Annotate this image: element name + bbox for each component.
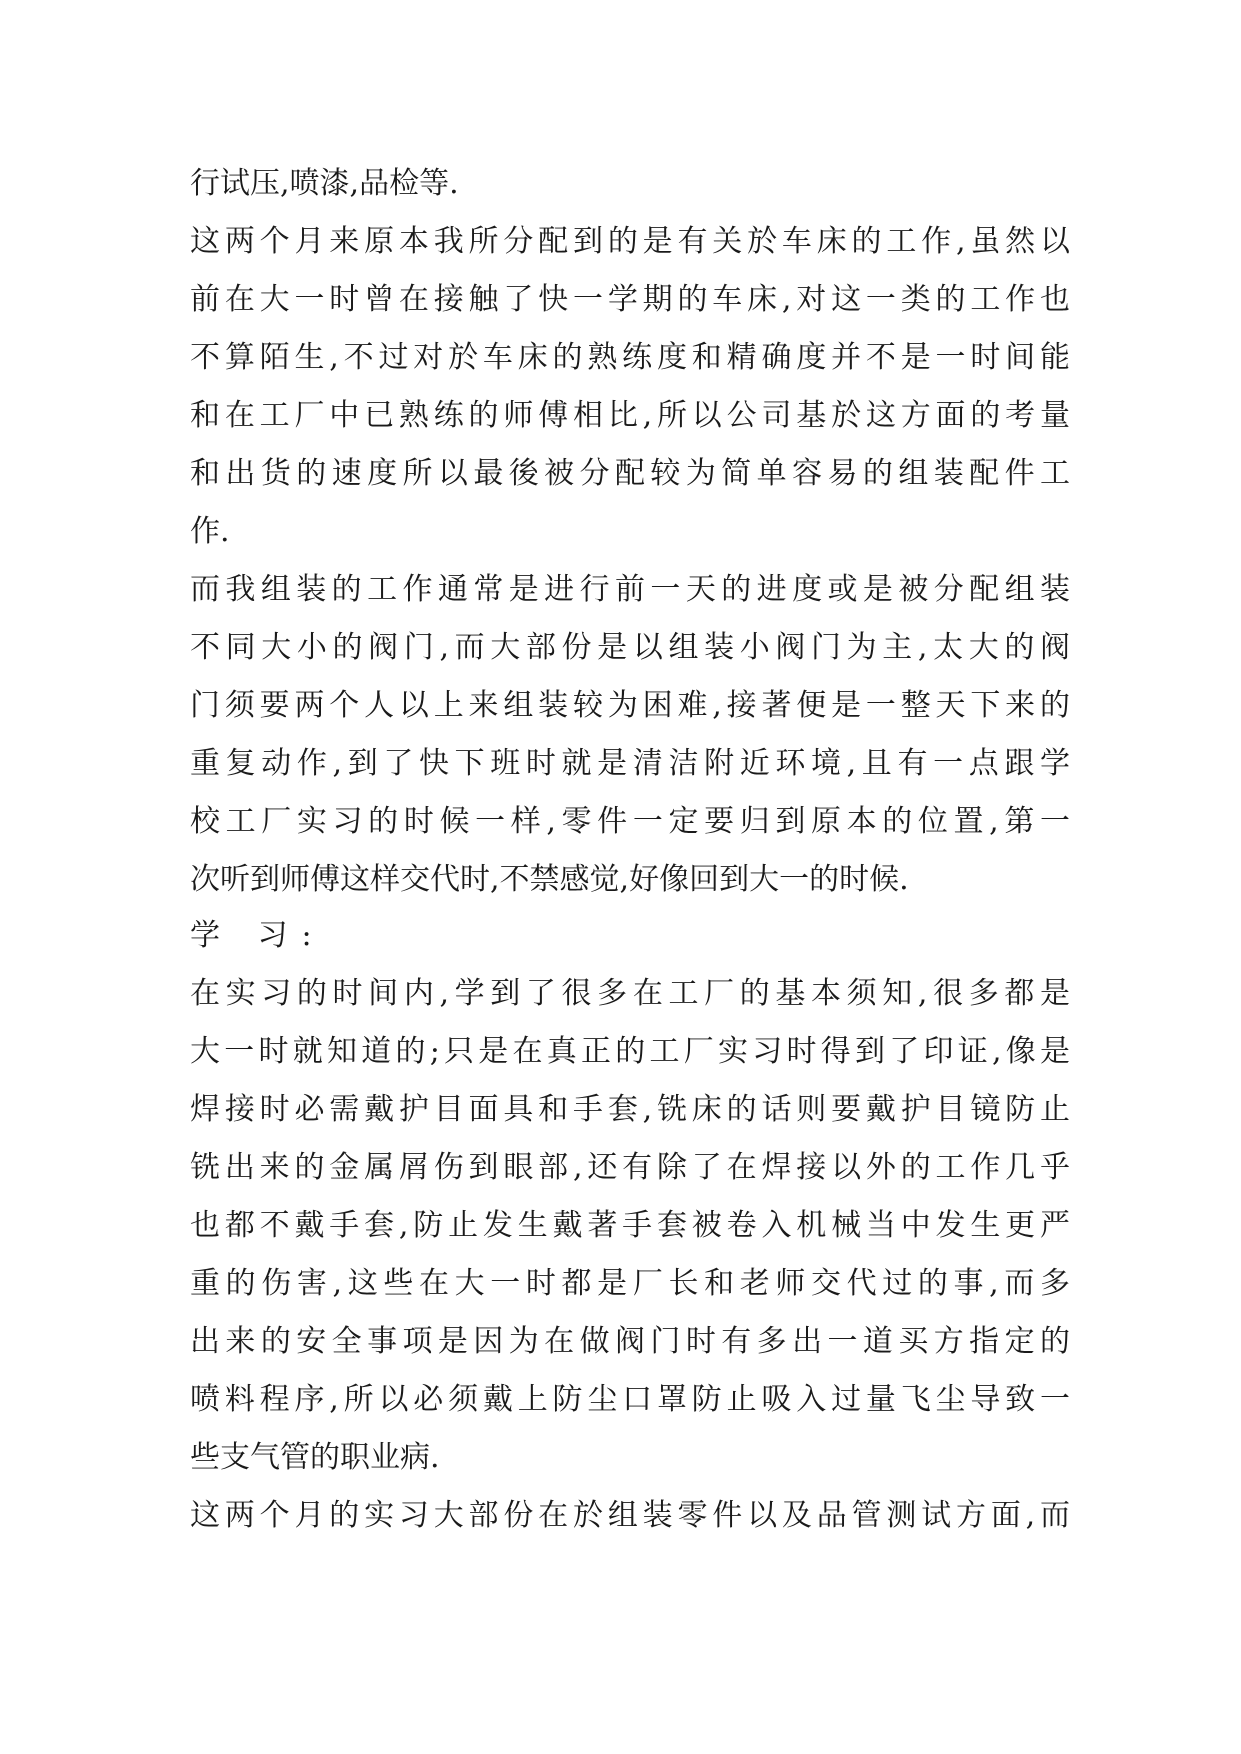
text-line: 不算陌生,不过对於车床的熟练度和精确度并不是一时间能 [190, 340, 1070, 375]
text-line: 重复动作,到了快下班时就是清洁附近环境,且有一点跟学 [190, 746, 1070, 781]
text-line: 行试压,喷漆,品检等. [190, 166, 459, 201]
text-line: 些支气管的职业病. [190, 1440, 440, 1475]
text-line: 前在大一时曾在接触了快一学期的车床,对这一类的工作也 [190, 282, 1070, 317]
text-line: 出来的安全事项是因为在做阀门时有多出一道买方指定的 [190, 1324, 1070, 1359]
text-line: 铣出来的金属屑伤到眼部,还有除了在焊接以外的工作几乎 [190, 1150, 1070, 1185]
text-line: 和在工厂中已熟练的师傅相比,所以公司基於这方面的考量 [190, 398, 1070, 433]
text-line: 喷料程序,所以必须戴上防尘口罩防止吸入过量飞尘导致一 [190, 1382, 1070, 1417]
text-line: 大一时就知道的;只是在真正的工厂实习时得到了印证,像是 [190, 1034, 1070, 1069]
text-line: 和出货的速度所以最後被分配较为简单容易的组装配件工 [190, 456, 1070, 491]
text-line: 也都不戴手套,防止发生戴著手套被卷入机械当中发生更严 [190, 1208, 1070, 1243]
text-line: 作. [190, 514, 230, 549]
text-line: 门须要两个人以上来组装较为困难,接著便是一整天下来的 [190, 688, 1070, 723]
text-line: 这两个月来原本我所分配到的是有关於车床的工作,虽然以 [190, 224, 1070, 259]
text-line: 校工厂实习的时候一样,零件一定要归到原本的位置,第一 [190, 804, 1070, 839]
text-line: 不同大小的阀门,而大部份是以组装小阀门为主,太大的阀 [190, 630, 1070, 665]
text-line: 焊接时必需戴护目面具和手套,铣床的话则要戴护目镜防止 [190, 1092, 1070, 1127]
text-line: 次听到师傅这样交代时,不禁感觉,好像回到大一的时候. [190, 862, 909, 897]
section-heading: 学 习: [190, 918, 326, 953]
text-line: 这两个月的实习大部份在於组装零件以及品管测试方面,而 [190, 1498, 1070, 1533]
text-line: 在实习的时间内,学到了很多在工厂的基本须知,很多都是 [190, 976, 1070, 1011]
text-line: 重的伤害,这些在大一时都是厂长和老师交代过的事,而多 [190, 1266, 1070, 1301]
text-line: 而我组装的工作通常是进行前一天的进度或是被分配组装 [190, 572, 1070, 607]
